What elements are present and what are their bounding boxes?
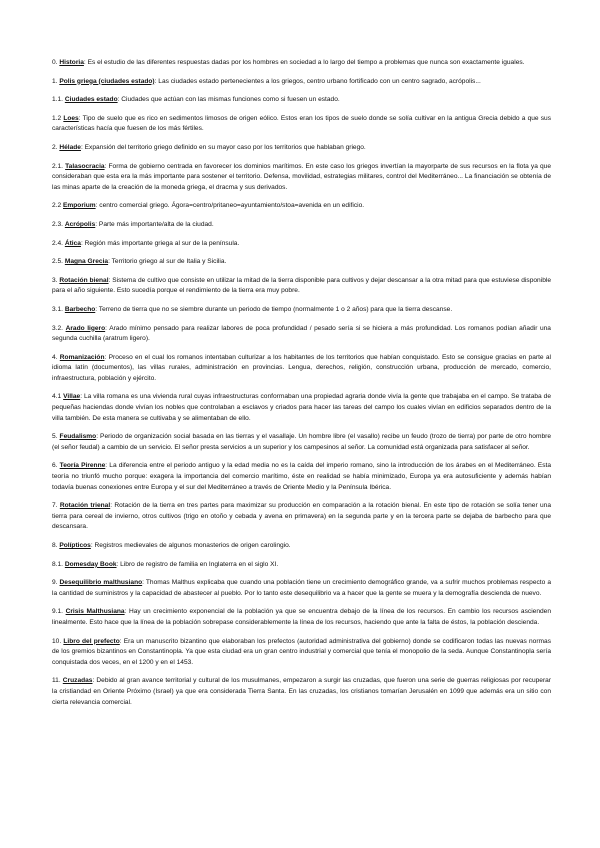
glossary-entry <box>52 201 551 212</box>
document-page <box>52 58 551 716</box>
glossary-entry <box>52 257 551 268</box>
entry-term: Cruzadas <box>62 677 93 685</box>
entry-number: 0. <box>52 59 60 66</box>
entry-term: Arado ligero <box>65 324 106 332</box>
glossary-entry <box>52 114 551 135</box>
entry-term: Historia <box>59 59 84 66</box>
entry-term: Emporium <box>63 202 96 210</box>
glossary-entry <box>52 578 551 599</box>
entry-definition: : Las ciudades estado pertenecientes a los griegos, centro urbano fortificado con un centro sagrado, acrópolis... <box>154 77 481 85</box>
glossary-entry <box>52 162 551 194</box>
entry-definition: : Thomas Malthus explicaba que cuando una población tiene un crecimiento demográfico grande, va a sufrir muchos problemas respecto a la cantidad de suministros y la capacidad de abastecer al pueblo. Por lo tanto este desequilibrio va a hacer que la gente se muera y la demografía descienda de nuevo. <box>52 579 551 597</box>
entry-definition: : Arado mínimo pensado para realizar labores de poca profundidad / pesado sería si se hiciera a más profundidad. Los romanos podían añadir una segunda cuchilla (aratrum ligero). <box>52 324 551 343</box>
entry-term: Rotación bienal <box>59 276 109 284</box>
entry-term: Ciudades estado <box>64 96 118 104</box>
glossary-entry <box>52 637 551 669</box>
entry-number: 3.2. <box>52 324 66 332</box>
entry-term: Teoría Pirenne <box>59 462 106 470</box>
entry-number: 4. <box>52 353 60 361</box>
entry-number: 1. <box>52 77 60 85</box>
entry-definition: : Sistema de cultivo que consiste en utilizar la mitad de la tierra disponible para cultivos y dejar descansar a la otra mitad para que estuviese disponible para el año siguiente. Esto sucedía porque el rendimiento de la tierra era muy pobre. <box>52 276 551 295</box>
entry-term: Crisis Malthusiana <box>65 608 125 616</box>
entry-term: Ática <box>64 239 81 247</box>
entry-number: 4.1 <box>52 393 64 401</box>
entry-definition: : Libro de registro de familia en Inglaterra en el siglo XI. <box>116 560 279 568</box>
glossary-entry <box>52 77 551 88</box>
entry-number: 8.1. <box>52 560 65 568</box>
glossary-entry <box>52 95 551 106</box>
glossary-entry <box>52 560 551 571</box>
entry-definition: : centro comercial griego. Ágora=centro/pritaneo=ayuntamiento/stoa=avenida en un edificio. <box>95 202 365 210</box>
glossary-entry <box>52 324 551 345</box>
glossary-entry <box>52 220 551 231</box>
entry-definition: : Territorio griego al sur de Italia y Sicilia. <box>108 258 227 266</box>
entry-number: 2.4. <box>52 239 65 247</box>
entry-definition: : Debido al gran avance territorial y cultural de los musulmanes, empezaron a surgir las cruzadas, que fueron una serie de guerras religiosas por recuperar la cristiandad en Oriente Próximo (Israel) ya que era considerada Tierra Santa. En las cruzadas, los cristianos tomarían Jerusalén en 1099 que además era un sitio con cierta relevancia comercial. <box>52 677 552 706</box>
entry-definition: : Era un manuscrito bizantino que elaboraban los prefectos (autoridad administrativa del gobierno) donde se codificaron todas las nuevas normas de los gremios bizantinos en Constantinopla. Ya que esta ciudad era un gran centro industrial y comercial que tenía el monopolio de la seda. Aunque Constantinopla sería conquistada dos veces, en el 1200 y en el 1453. <box>52 637 552 666</box>
entry-term: Acrópolis <box>64 220 96 228</box>
glossary-entry <box>52 541 551 552</box>
entry-definition: : Terreno de tierra que no se siembre durante un periodo de tiempo (normalmente 1 o 2 años) para que la tierra descanse. <box>95 305 453 313</box>
entry-definition: : La diferencia entre el periodo antiguo y la edad media no es la caída del imperio romano, sino la introducción de los árabes en el Mediterráneo. Esta teoría no triunfó mucho porque: exagera la importancia del comercio marítimo, éste en realidad se había minimizado, Europa ya era autosuficiente y además habían todavía buenas conexiones entre Europa y el sur del Mediterráneo a través de Oriente Medio y la Península Ibérica. <box>52 462 551 491</box>
entry-term: Barbecho <box>64 305 96 313</box>
entry-term: Feudalismo <box>59 433 97 441</box>
entry-number: 1.1. <box>52 96 65 104</box>
glossary-entry <box>52 607 551 628</box>
entry-definition: : La villa romana es una vivienda rural cuyas infraestructuras conformaban una propiedad agraria donde vivía la gente que trabajaba en el campo. Se trataba de pequeñas haciendas donde vivían los nobles que controlaban a esclavos y criados para hacer las tareas del campo los cuales vivían en edificios separados dentro de la villa también. De esta manera se cultivaba y se alimentaban de ello. <box>52 393 551 422</box>
entry-definition: : Registros medievales de algunos monasterios de origen carolingio. <box>90 542 291 549</box>
entry-definition: : Proceso en el cual los romanos intentaban culturizar a los habitantes de los territorios que habían conquistado. Esto se consigue gracias en parte al idioma latín (documentos), las villas rurales, administración en provincias. Lengua, derechos, religión, construcción urbana, producción de mercado, comercio, infraestructura, población y ejército. <box>52 353 551 382</box>
entry-term: Talasocracia <box>65 162 105 170</box>
entry-definition: : Es el estudio de las diferentes respuestas dadas por los hombres en sociedad a lo largo del tiempo a problemas que nunca son exactamente iguales. <box>83 59 525 66</box>
glossary-entry <box>52 392 551 424</box>
entry-number: 8. <box>52 542 60 549</box>
entry-number: 3.1. <box>52 305 65 313</box>
entry-term: Romanización <box>59 353 105 361</box>
glossary-entry <box>52 58 551 69</box>
entry-definition: : Expansión del territorio griego definido en su mayor caso por los territorios que hablaban griego. <box>80 143 366 151</box>
entry-number: 7. <box>52 502 60 510</box>
entry-term: Desequilibrio malthusiano <box>59 579 143 587</box>
entry-number: 9.1. <box>52 608 66 616</box>
entry-number: 10. <box>52 637 64 645</box>
entry-term: Domesday Book <box>64 560 117 568</box>
glossary-entry <box>52 501 551 533</box>
entry-definition: : Forma de gobierno centrada en favorecer los dominios marítimos. En este caso los griegos invertían la mayorparte de sus recursos en la flota ya que consideraban que esta era la más importante para sostener el territorio. Defensa, movilidad, estrategias militares, control del Mediterráneo... La financiación se obtenía de las minas aparte de la creación de la moneda griega, el dracma y sus derivados. <box>52 162 551 191</box>
entry-number: 2.1. <box>52 162 66 170</box>
entry-definition: : Periodo de organización social basada en las tierras y el vasallaje. Un hombre libre (el vasallo) recibe un feudo (trozo de tierra) por parte de otro hombre (el señor feudal) a cambio de un servicio. El señor presta servicios a un superior y los campesinos al señor. La comunidad está organizada para satisfacer al señor. <box>52 433 551 451</box>
entry-term: Villae <box>63 393 81 401</box>
glossary-entry <box>52 432 551 453</box>
glossary-entry <box>52 276 551 297</box>
entry-number: 2.2 <box>52 202 63 210</box>
entry-term: Magna Grecia <box>64 258 109 266</box>
glossary-entry <box>52 143 551 154</box>
entry-number: 2. <box>52 143 60 151</box>
entry-term: Hélade <box>59 143 81 151</box>
entry-number: 1.2 <box>52 114 64 122</box>
glossary-entry <box>52 239 551 250</box>
entry-definition: : Parte más importante/alta de la ciudad. <box>95 220 214 228</box>
entry-term: Polípticos <box>59 542 91 549</box>
entry-term: Libro del prefecto <box>63 637 120 645</box>
entry-number: 2.5. <box>52 258 65 266</box>
entry-definition: : Hay un crecimiento exponencial de la población ya que se encuentra debajo de la línea de los recursos. En cambio los recursos ascienden linealmente. Esto hace que la línea de la población sobrepase considerablemente la línea de los recursos, haciendo que ante la falta de éstos, la población descienda. <box>52 608 551 626</box>
entry-definition: : Rotación de la tierra en tres partes para maximizar su producción en comparación a la rotación bienal. En este tipo de rotación se solía tener una tierra para cereal de invierno, otros cultivos (trigo en otoño y cebada y avena en primavera) en la segunda parte y en la tercera parte se dejaba de barbecho para que descansara. <box>52 502 552 531</box>
entry-term: Rotación trienal <box>59 502 111 510</box>
entry-definition: : Tipo de suelo que es rico en sedimentos limosos de origen eólico. Estos eran los tipos de suelo donde se solía cultivar en la antigua Grecia debido a que sus características hacía que fuesen de los más fértiles. <box>52 114 551 133</box>
glossary-entry <box>52 305 551 316</box>
entry-number: 5. <box>52 433 60 441</box>
glossary-entry <box>52 676 551 708</box>
entry-number: 2.3. <box>52 220 65 228</box>
entry-term: Loes <box>63 114 79 122</box>
entry-number: 3. <box>52 276 60 284</box>
glossary-entry <box>52 353 551 385</box>
entry-definition: : Región más importante griega al sur de la península. <box>80 239 240 247</box>
entry-number: 9. <box>52 579 60 587</box>
entry-definition: : Ciudades que actúan con las mismas funciones como si fuesen un estado. <box>117 96 340 104</box>
entry-number: 11. <box>52 677 63 685</box>
entry-number: 6. <box>52 462 60 470</box>
glossary-entry <box>52 461 551 493</box>
entry-term: Polis griega (ciudades estado) <box>59 77 155 85</box>
